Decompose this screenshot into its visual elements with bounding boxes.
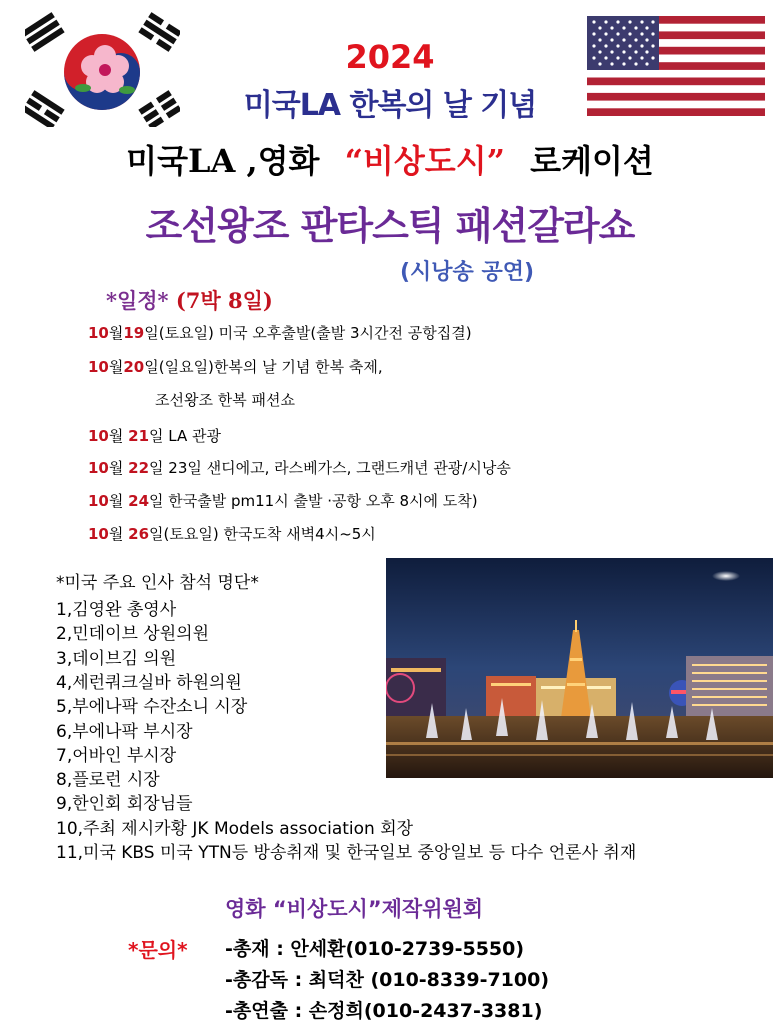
schedule-label: *일정* — [106, 288, 169, 313]
schedule-month-label: 월 — [108, 358, 124, 376]
schedule-detail: 일(토요일) 미국 오후출발(출발 3시간전 공항집결) — [144, 324, 472, 342]
schedule-month-label: 월 — [108, 324, 124, 342]
schedule-item — [88, 457, 511, 478]
schedule-detail: 일 23일 샌디에고, 라스베가스, 그랜드캐년 관광/시낭송 — [149, 459, 511, 477]
film-name: “비상도시” — [344, 142, 506, 180]
schedule-num: 10 — [88, 358, 109, 376]
poetry-subtitle: (시낭송 공연) — [400, 260, 535, 285]
event-title: 미국LA 한복의 날 기념 — [243, 88, 537, 123]
schedule-item — [88, 425, 221, 446]
vip-list-title: *미국 주요 인사 참석 명단* — [56, 573, 259, 593]
schedule-detail: 일(토요일) 한국도착 새벽4시~5시 — [149, 525, 376, 543]
schedule-month-label: 월 — [108, 492, 129, 510]
schedule-month-label: 월 — [108, 427, 129, 445]
vip-list-item: 10,주최 제시카황 JK Models association 회장 — [56, 818, 414, 839]
vip-list-item: 5,부에나팍 수잔소니 시장 — [56, 697, 248, 718]
schedule-num: 10 — [88, 324, 109, 342]
usa-flag-icon — [587, 16, 765, 116]
contact-item: -총감독 : 최덕찬 (010-8339-7100) — [225, 969, 550, 991]
schedule-day: 24 — [128, 492, 150, 510]
schedule-detail: 일 LA 관광 — [149, 427, 221, 445]
schedule-item — [88, 490, 478, 511]
film-location-title — [70, 136, 710, 182]
production-committee: 영화 “비상도시”제작위원회 — [225, 897, 484, 921]
film-location-suffix: 로케이션 — [530, 142, 654, 180]
contact-item: -총연출 : 손정희(010-2437-3381) — [225, 1000, 543, 1022]
vip-list-item: 9,한인회 회장님들 — [56, 794, 193, 815]
schedule-month-label: 월 — [108, 525, 129, 543]
vip-list-item: 2,민데이브 상원의원 — [56, 624, 209, 645]
schedule-item — [88, 523, 376, 544]
vip-list-item: 3,데이브김 의원 — [56, 648, 177, 669]
las-vegas-night-photo — [386, 558, 773, 778]
inquiry-label: *문의* — [128, 938, 188, 962]
schedule-num: 10 — [88, 525, 109, 543]
schedule-day: 22 — [128, 459, 150, 477]
vip-list-item: 7,어바인 부시장 — [56, 745, 177, 766]
event-year: 2024 — [345, 38, 435, 76]
vip-list-item: 1,김영완 총영사 — [56, 600, 177, 620]
schedule-detail: 일(일요일)한복의 날 기념 한복 축제, — [144, 358, 383, 376]
vip-list-item: 11,미국 KBS 미국 YTN등 방송취재 및 한국일보 중앙일보 등 다수 언론사 취재 — [56, 843, 637, 863]
vip-list-item: 8,플로런 시장 — [56, 770, 160, 791]
contact-item: -총재 : 안세환(010-2739-5550) — [225, 938, 525, 960]
vip-list-item: 4,세런쿼크실바 하원의원 — [56, 672, 242, 693]
vip-list-item: 6,부에나팍 부시장 — [56, 721, 193, 742]
schedule-detail: 조선왕조 한복 패션쇼 — [155, 391, 295, 409]
schedule-day: 19 — [123, 324, 145, 342]
schedule-item — [88, 356, 383, 377]
schedule-duration: (7박 8일) — [175, 288, 273, 313]
schedule-day: 21 — [128, 427, 150, 445]
korea-flag-icon — [25, 12, 180, 127]
schedule-item — [155, 389, 295, 410]
schedule-num: 10 — [88, 459, 109, 477]
schedule-num: 10 — [88, 492, 109, 510]
film-location-prefix: 미국LA ,영화 — [126, 142, 320, 180]
schedule-month-label: 월 — [108, 459, 129, 477]
schedule-heading — [106, 285, 273, 315]
schedule-item — [88, 322, 472, 343]
schedule-day: 26 — [128, 525, 150, 543]
schedule-num: 10 — [88, 427, 109, 445]
schedule-day: 20 — [123, 358, 145, 376]
gala-show-title: 조선왕조 판타스틱 패션갈라쇼 — [145, 204, 635, 248]
schedule-detail: 일 한국출발 pm11시 출발 ·공항 오후 8시에 도착) — [149, 492, 478, 510]
